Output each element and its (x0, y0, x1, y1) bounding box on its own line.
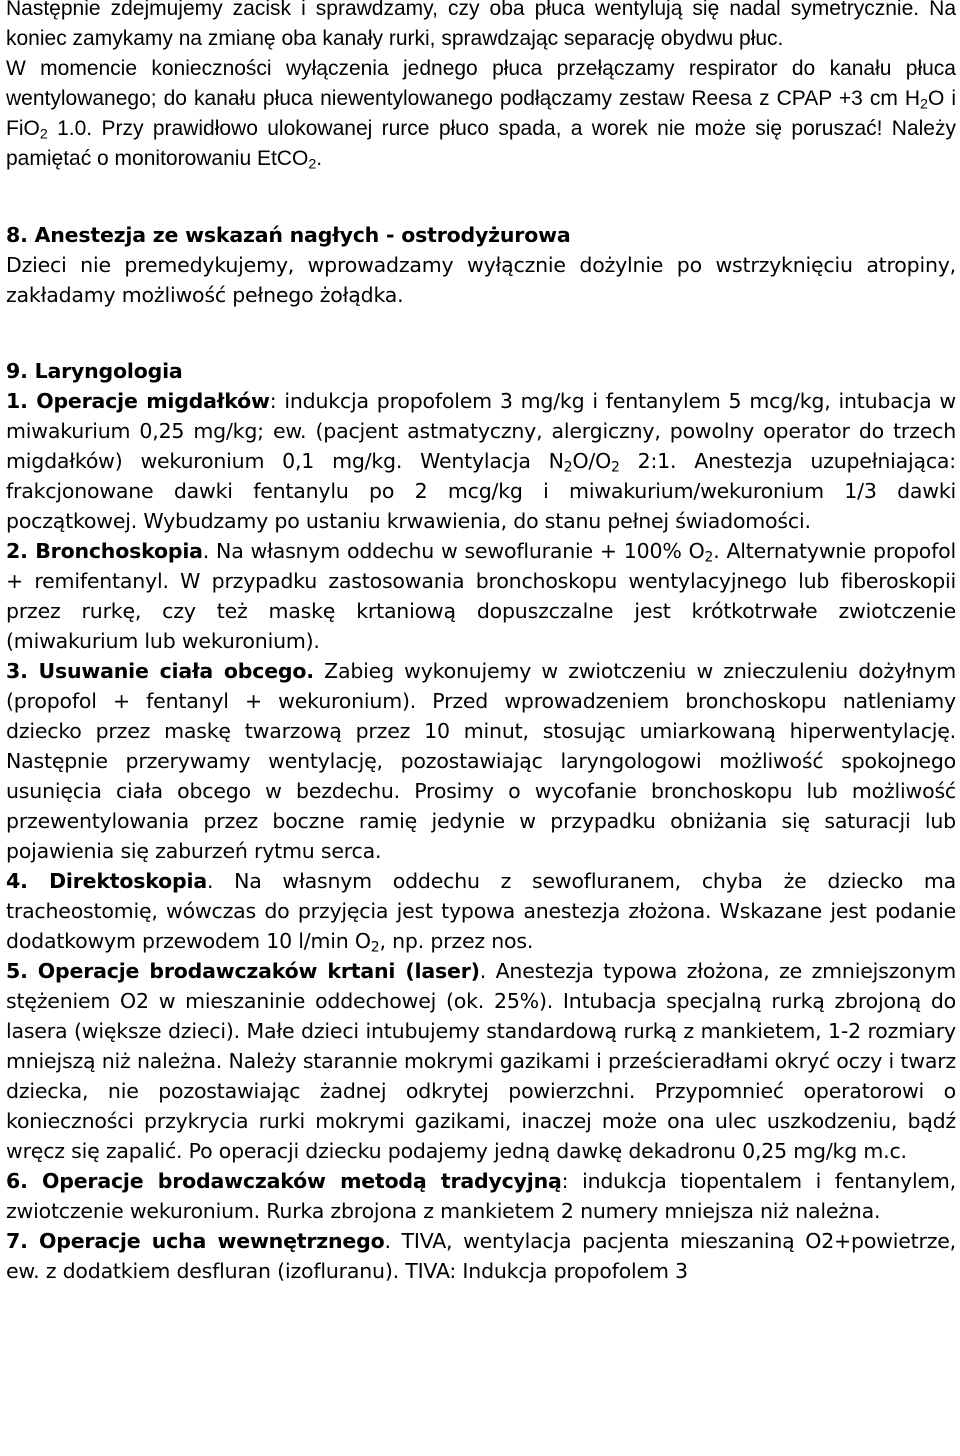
item-title: 7. Operacje ucha wewnętrznego (6, 1229, 385, 1253)
subscript: 2 (704, 549, 714, 566)
subscript: 2 (611, 459, 620, 476)
text-run: . Na własnym oddechu w sewofluranie + 100% O (202, 539, 705, 563)
text-run: . Na własnym oddechu z sewofluranem, chyba że dziecko ma tracheostomię, wówczas do przyjęcia jest typowa anestezja złożona. Wskazane jest podanie dodatkowym przewodem 10 l/min O (6, 869, 956, 953)
text-run: O/O (572, 449, 612, 473)
text-run: W momencie konieczności wyłączenia jednego płuca przełączamy respirator do kanału płuca wentylowanego; do kanału płuca niewentylowanego podłączamy zestaw Reesa z CPAP +3 cm H (6, 57, 956, 110)
heading-text: 8. Anestezja ze wskazań nagłych - ostrodyżurowa (6, 223, 571, 247)
section-8-text (6, 250, 956, 310)
item-5-paragraph (6, 956, 956, 1166)
text-run: . TIVA, wentylacja pacjenta mieszaniną O2+powietrze, ew. z dodatkiem desfluran (izofluranu). TIVA: Indukcja propofolem 3 (6, 1229, 956, 1283)
heading-text: 9. Laryngologia (6, 359, 183, 383)
item-1-paragraph (6, 386, 956, 536)
intro-paragraph-1 (6, 0, 956, 54)
text-run: , np. przez nos. (379, 929, 534, 953)
item-number: 1. (6, 389, 37, 413)
item-3-paragraph (6, 656, 956, 866)
item-4-paragraph (6, 866, 956, 956)
text-run: . Anestezja typowa złożona, ze zmniejszonym stężeniem O2 w mieszaninie oddechowej (ok. 25%). Intubacja specjalną rurką zbrojoną do lasera (większe dzieci). Małe dzieci intubujemy standardową rurką z mankietem, 1-2 rozmiary mniejszą niż należna. Należy starannie mokrymi gazikami i prześcieradłami okryć oczy i twarz dziecka, nie pozostawiając żadnej odkrytej powierzchni. Przypomnieć operatorowi o konieczności przykrycia rurki mokrymi gazikami, inaczej może ona ulec uszkodzeniu, bądź wręcz się zapalić. Po operacji dziecku podajemy jedną dawkę dekadronu 0,25 mg/kg m.c. (6, 959, 956, 1163)
item-title: 6. Operacje brodawczaków metodą tradycyjną (6, 1169, 562, 1193)
subscript: 2 (308, 156, 317, 173)
text-run: 2:1. Anestezja uzupełniająca: frakcjonowane dawki fentanylu po 2 mcg/kg i miwakurium/wekuronium 1/3 dawki początkowej. Wybudzamy po ustaniu krwawienia, do stanu pełnej świadomości. (6, 449, 956, 533)
item-2-paragraph (6, 536, 956, 656)
subscript: 2 (563, 459, 573, 476)
text-run: . (316, 147, 323, 170)
text-run: : indukcja propofolem 3 mg/kg i fentanylem 5 mcg/kg, intubacja w miwakurium 0,25 mg/kg; ew. (pacjent astmatyczny, alergiczny, powolny operator do trzech migdałków) wekuronium 0,1 mg/kg. Wentylacja N (6, 389, 956, 473)
text-run: Zabieg wykonujemy w zwiotczeniu w znieczuleniu dożyłnym (propofol + fentanyl + wekuronium). Przed wprowadzeniem bronchoskopu natleniamy dziecko przez maskę twarzową przez 10 minut, stosując umiarkowaną hiperwentylację. Następnie przerywamy wentylację, pozostawiając laryngologowi możliwość spokojnego usunięcia ciała obcego w bezdechu. Prosimy o wycofanie bronchoskopu lub możliwość przewentylowania przez boczne ramię jedynie w przypadku obniżania się saturacji lub pojawienia się zaburzeń rytmu serca. (6, 659, 957, 863)
document-page (6, 0, 956, 1286)
spacer (6, 310, 956, 356)
item-6-paragraph (6, 1166, 956, 1226)
item-title: 5. Operacje brodawczaków krtani (laser) (6, 959, 480, 983)
spacer (6, 174, 956, 220)
section-9-heading (6, 356, 956, 386)
text-run: O i FiO (6, 87, 957, 140)
item-title: Operacje migdałków (36, 389, 270, 413)
subscript: 2 (920, 96, 928, 113)
item-title: 4. Direktoskopia (6, 869, 207, 893)
subscript: 2 (39, 126, 48, 143)
intro-paragraph-2 (6, 54, 956, 174)
section-8-heading (6, 220, 956, 250)
item-title: 2. Bronchoskopia (6, 539, 203, 563)
text-run: . Alternatywnie propofol + remifentanyl. W przypadku zastosowania bronchoskopu wentylacyjnego lub fiberoskopii przez rurkę, czy też maskę krtaniową dopuszczalne jest krótkotrwałe zwiotczenie (miwakurium lub wekuronium). (6, 539, 956, 653)
text-run: : indukcja tiopentalem i fentanylem, zwiotczenie wekuronium. Rurka zbrojona z mankietem 2 numery mniejsza niż należna. (6, 1169, 956, 1223)
subscript: 2 (370, 939, 380, 956)
item-title: 3. Usuwanie ciała obcego. (6, 659, 314, 683)
body-text: Dzieci nie premedykujemy, wprowadzamy wyłącznie dożylnie po wstrzyknięciu atropiny, zakładamy możliwość pełnego żołądka. (6, 253, 956, 307)
item-7-paragraph (6, 1226, 956, 1286)
text-run: 1.0. Przy prawidłowo ulokowanej rurce płuco spada, a worek nie może się poruszać! Należy pamiętać o monitorowaniu EtCO (6, 117, 956, 170)
intro-text: Następnie zdejmujemy zacisk i sprawdzamy, czy oba płuca wentylują się nadal symetrycznie. Na koniec zamykamy na zmianę oba kanały rurki, sprawdzając separację obydwu płuc. (6, 0, 956, 50)
